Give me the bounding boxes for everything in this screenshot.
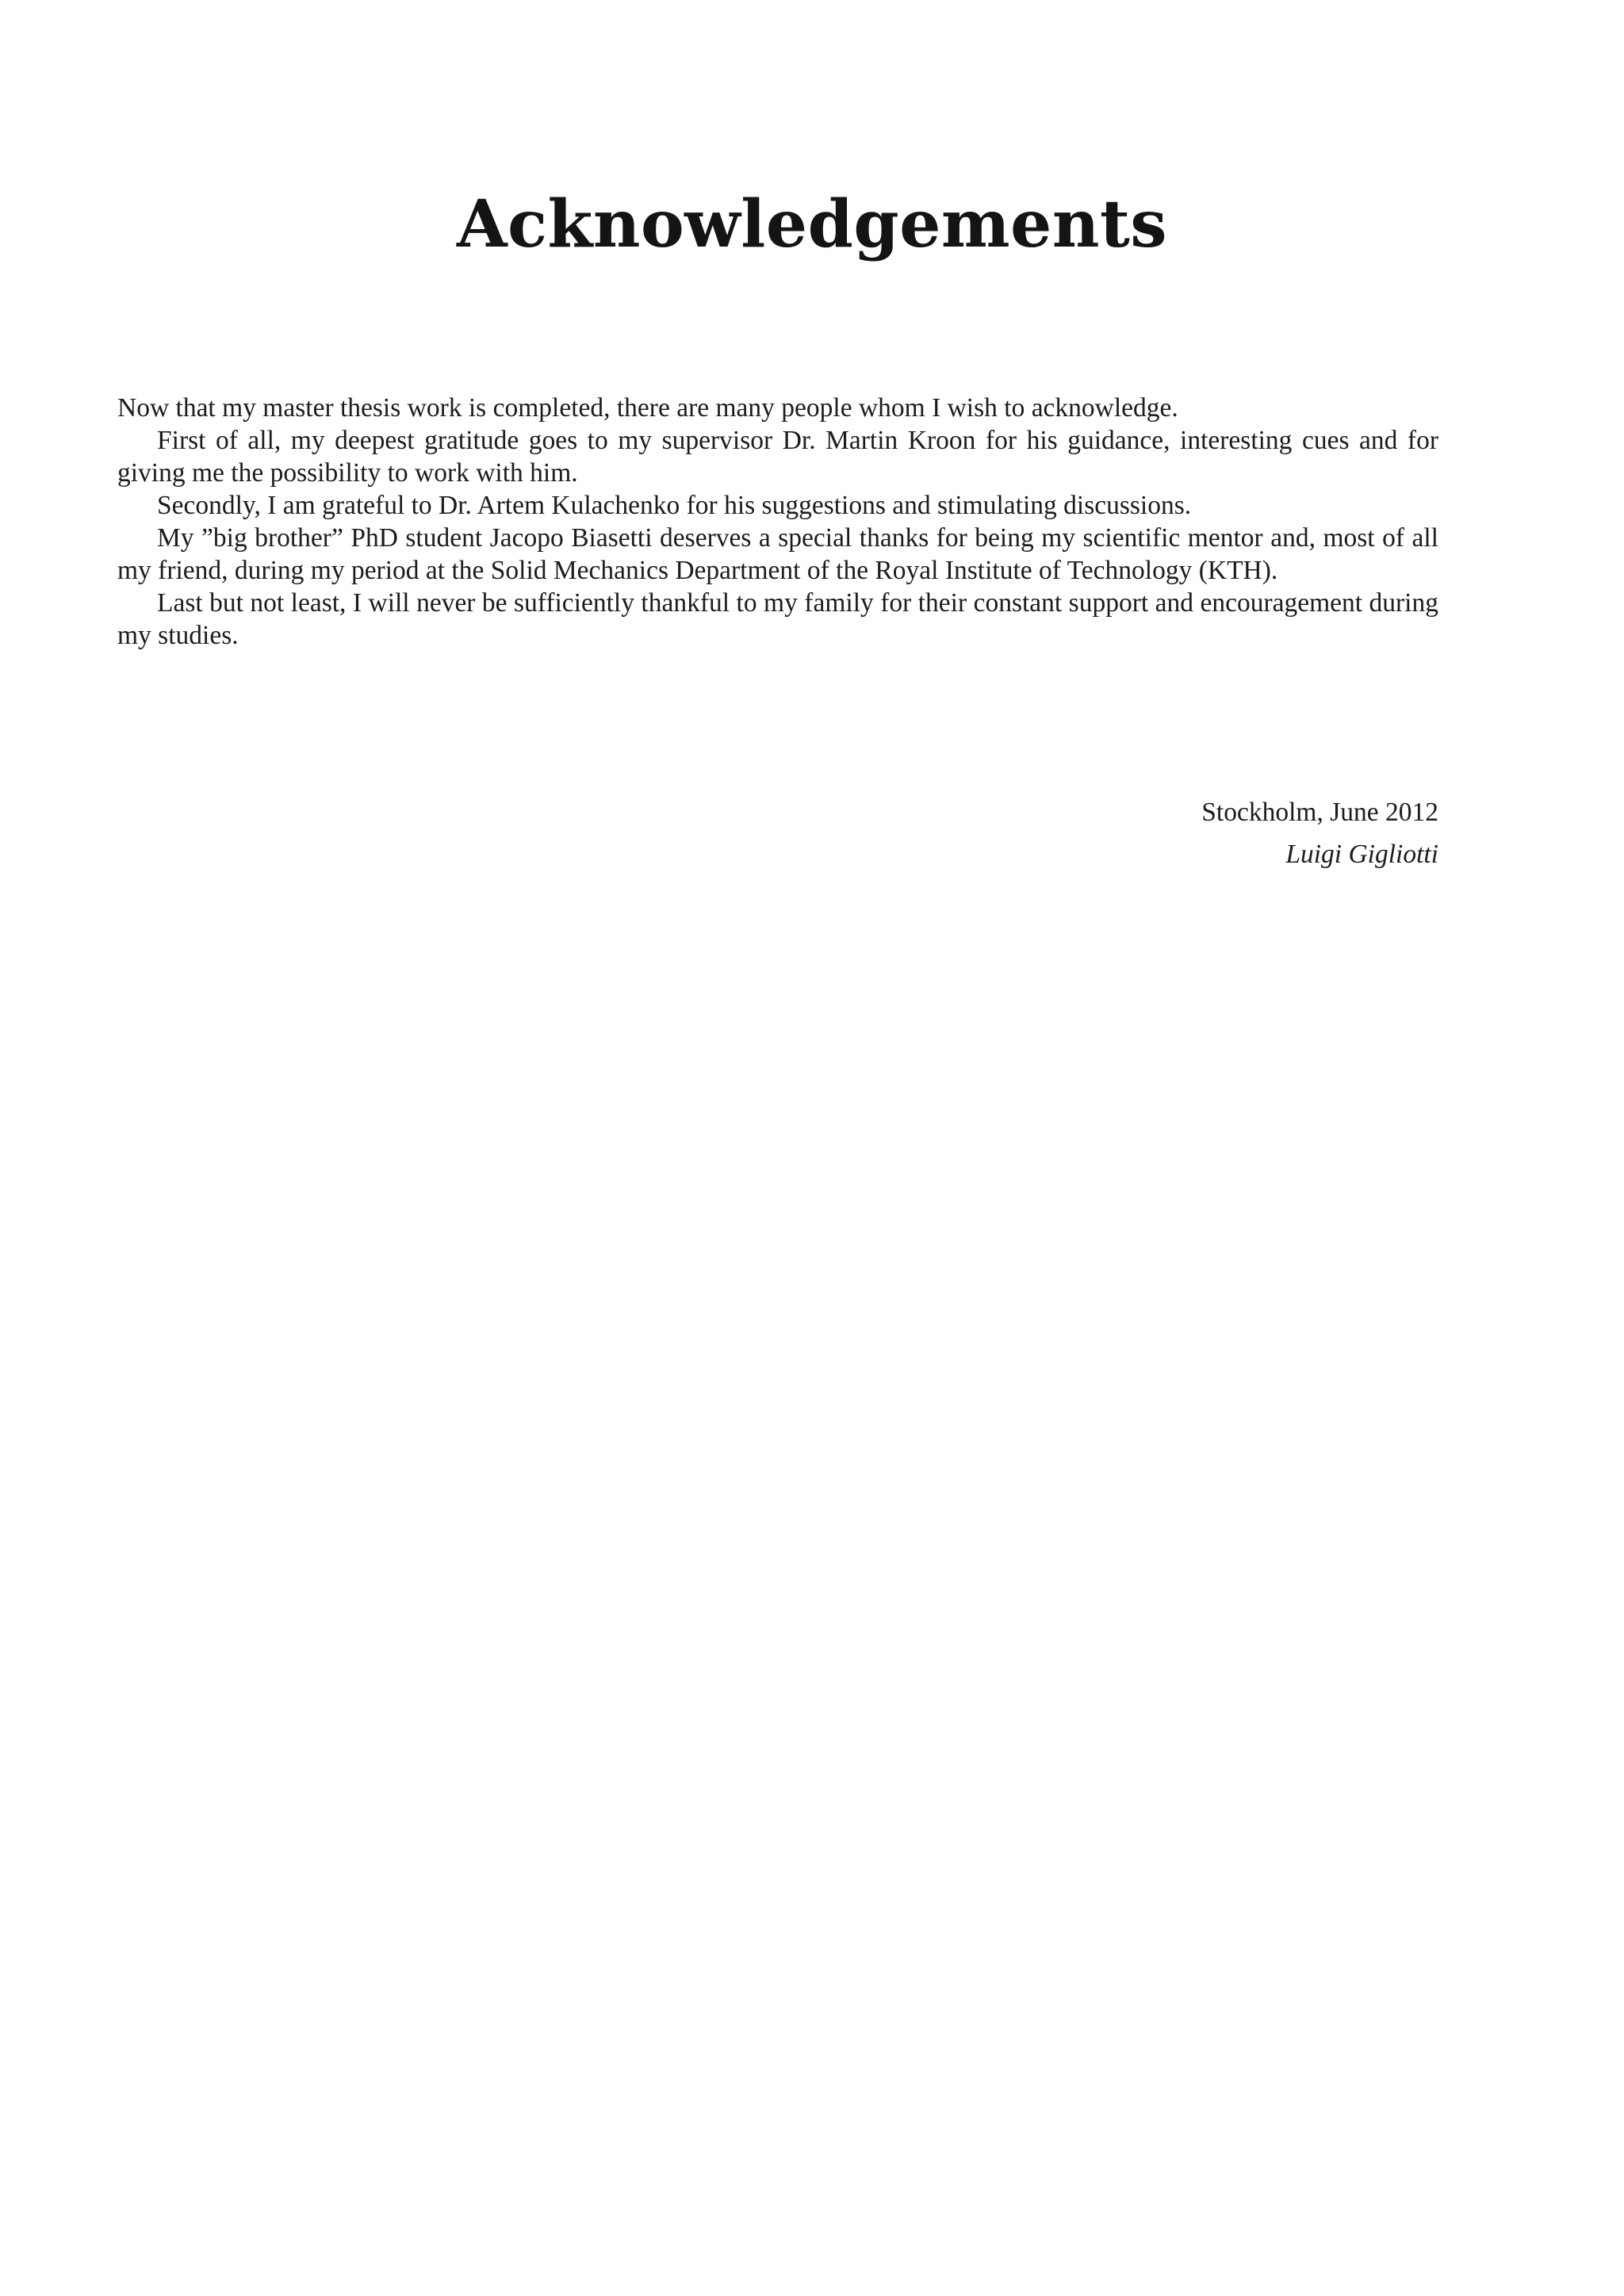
acknowledgements-body [117, 392, 1438, 652]
place-date: Stockholm, June 2012 [1201, 798, 1438, 827]
page-title: Acknowledgements [456, 186, 1168, 262]
paragraph-intro: Now that my master thesis work is completed, there are many people whom I wish to acknowledge. [117, 393, 1178, 423]
paragraph-kulachenko: Secondly, I am grateful to Dr. Artem Kulachenko for his suggestions and stimulating discussions. [157, 491, 1192, 520]
paragraph-family: Last but not least, I will never be sufficiently thankful to my family for their constant support and encouragement during my studies. [117, 588, 1438, 650]
author-name: Luigi Gigliotti [1285, 840, 1438, 869]
paragraph-supervisor: First of all, my deepest gratitude goes to my supervisor Dr. Martin Kroon for his guidance, interesting cues and for giving me the possibility to work with him. [117, 426, 1438, 488]
paragraph-mentor: My ”big brother” PhD student Jacopo Biasetti deserves a special thanks for being my scientific mentor and, most of all my friend, during my period at the Solid Mechanics Department of the Royal Institute of Technology (KTH). [117, 523, 1438, 585]
signoff-block [1201, 796, 1438, 871]
